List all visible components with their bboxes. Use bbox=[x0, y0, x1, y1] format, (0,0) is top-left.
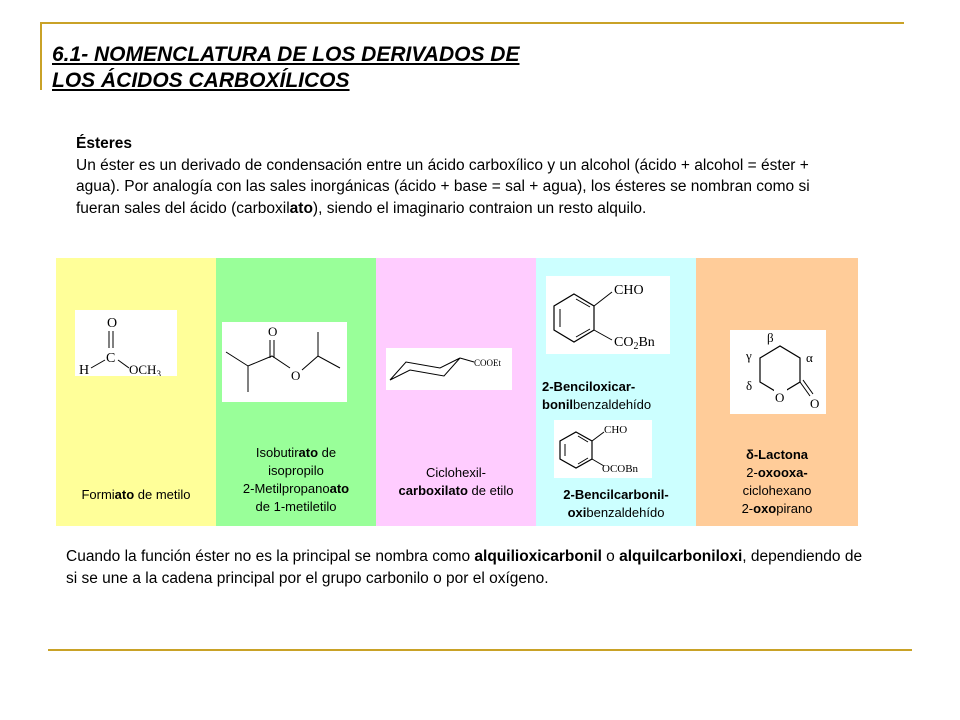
bencilcarboniloxi-structure bbox=[554, 420, 652, 478]
esteres-heading: Ésteres bbox=[76, 135, 133, 152]
formiato-name-c: de metilo bbox=[134, 487, 191, 502]
ciclohexil-l2a: carboxilato bbox=[398, 483, 468, 498]
formiato-c-label: C bbox=[106, 351, 116, 366]
isobutirato-chain bbox=[226, 352, 290, 368]
bencilcarboniloxi-caption bbox=[538, 486, 694, 522]
lactona-line-1 bbox=[698, 446, 856, 464]
ciclohexil-l2b: de etilo bbox=[467, 483, 514, 498]
panel-lactona bbox=[696, 258, 858, 526]
lactona-line-2 bbox=[698, 464, 856, 482]
panel-ciclohexil bbox=[376, 258, 536, 526]
formiato-name-b: ato bbox=[114, 487, 135, 502]
ciclohexane-chair bbox=[390, 358, 460, 380]
formiato-caption bbox=[58, 486, 214, 504]
isobutirato-structure bbox=[222, 322, 347, 402]
benciloxi-b1: 2-Bencilcarbonil- bbox=[563, 487, 669, 502]
benzene-2-inner-c bbox=[578, 436, 588, 442]
isobutirato-l1a: Isobutir bbox=[255, 445, 299, 460]
lactona-carbonyl-a bbox=[800, 382, 810, 396]
benzene-2-cho-bond bbox=[592, 432, 604, 441]
lactona-ring bbox=[760, 346, 800, 394]
isobutirato-line-1 bbox=[218, 444, 374, 462]
outro-b2: alquilcarboniloxi bbox=[619, 548, 743, 565]
intro-text bbox=[76, 133, 856, 219]
slide-title bbox=[52, 42, 672, 94]
benciloxi-a2b: benzaldehído bbox=[573, 397, 652, 412]
isobutirato-line-2: isopropilo bbox=[268, 463, 324, 478]
lactona-l4b: oxo bbox=[753, 501, 777, 516]
ciclohexil-svg bbox=[386, 348, 512, 390]
lactona-line-3: ciclohexano bbox=[742, 483, 812, 498]
panel-benciloxi bbox=[536, 258, 696, 526]
intro-paragraph-end: ), siendo el imaginario contraion un resto alquilo. bbox=[312, 199, 647, 217]
isobutirato-line-3 bbox=[218, 480, 374, 498]
panel-isobutirato bbox=[216, 258, 376, 526]
lactona-l4a: 2- bbox=[741, 501, 754, 516]
benzene-2-inner-b bbox=[578, 458, 588, 464]
s2-cho: CHO bbox=[604, 424, 628, 436]
benciloxi-a-line-2 bbox=[542, 396, 694, 414]
examples-panels bbox=[56, 258, 858, 526]
ciclohexil-structure bbox=[386, 348, 512, 390]
isobutirato-o-carbonyl: O bbox=[268, 324, 278, 339]
bottom-rule bbox=[48, 649, 912, 651]
title-line-2: LOS ÁCIDOS CARBOXÍLICOS bbox=[52, 69, 350, 92]
lactona-structure bbox=[730, 330, 826, 414]
lactona-carbonyl-b bbox=[803, 380, 813, 394]
isobutirato-l3b: ato bbox=[329, 481, 350, 496]
lactona-line-4 bbox=[698, 500, 856, 518]
benciloxicarbonil-structure bbox=[546, 276, 670, 354]
formiato-och3-label bbox=[129, 362, 161, 376]
title-line-1: 6.1- NOMENCLATURA DE LOS DERIVADOS DE bbox=[52, 43, 520, 66]
formiato-h-bond bbox=[91, 360, 105, 368]
isobutirato-caption bbox=[218, 444, 374, 516]
intro-paragraph: Un éster es un derivado de condensación entre un ácido carboxílico y un alcohol (ácido + alcohol = éster + agua). Por analogía con las sales inorgánicas (ácido + base = sal + agua), los ésteres se nombran como si fueran sales del ácido (carboxil bbox=[76, 156, 810, 217]
formiato-name-a: Formi bbox=[81, 487, 115, 502]
s1-co: CO bbox=[614, 335, 634, 350]
ciclohexil-cooet-label: COOEt bbox=[474, 358, 501, 368]
s1-sub2: 2 bbox=[633, 341, 639, 352]
lactona-caption bbox=[698, 446, 856, 518]
bencilcarboniloxi-svg bbox=[554, 420, 652, 478]
ciclohexil-line-1: Ciclohexil- bbox=[426, 465, 486, 480]
benciloxi-b-line-2 bbox=[538, 504, 694, 522]
formiato-svg bbox=[75, 310, 177, 376]
s1-cho: CHO bbox=[614, 283, 644, 298]
formiato-sub3: 3 bbox=[156, 369, 161, 376]
s2-ocobn: OCOBn bbox=[602, 463, 639, 475]
outro-t3: , dependiendo de si se une a la cadena principal por el grupo carbonilo o por el oxígeno. bbox=[66, 548, 863, 587]
benciloxicarbonil-svg bbox=[546, 276, 670, 354]
lactona-ring-o: O bbox=[775, 390, 785, 405]
isobutirato-l3a: 2-Metilpropano bbox=[242, 481, 330, 496]
lactona-carbonyl-o: O bbox=[810, 396, 820, 411]
isobutirato-l1c: de bbox=[318, 445, 337, 460]
isobutirato-svg bbox=[222, 322, 347, 402]
lactona-l1: δ-Lactona bbox=[745, 447, 809, 462]
panel-formiato bbox=[56, 258, 216, 526]
lactona-l2b: oxooxa- bbox=[757, 465, 808, 480]
isobutirato-l1b: ato bbox=[298, 445, 319, 460]
ciclohexil-caption bbox=[378, 464, 534, 500]
lactona-delta: δ bbox=[746, 378, 753, 393]
benzene-1-ester-bond bbox=[594, 330, 612, 340]
top-rule bbox=[40, 22, 904, 24]
benciloxi-a2a: bonil bbox=[542, 397, 574, 412]
benciloxi-b-line-1 bbox=[538, 486, 694, 504]
lactona-svg bbox=[730, 330, 826, 414]
formiato-o-label: O bbox=[107, 316, 118, 331]
outro-text bbox=[66, 546, 866, 590]
ciclohexil-line-2 bbox=[378, 482, 534, 500]
lactona-gamma: γ bbox=[746, 348, 752, 363]
outro-b1: alquilioxicarbonil bbox=[474, 548, 602, 565]
ciclohexil-ester-bond bbox=[460, 358, 474, 362]
formiato-och: OCH bbox=[129, 362, 157, 376]
lactona-l2a: 2- bbox=[746, 465, 758, 480]
intro-bold-ato: ato bbox=[289, 199, 313, 217]
benciloxi-b2a: oxi bbox=[567, 505, 587, 520]
benzene-1-cho-bond bbox=[594, 292, 612, 306]
isobutirato-line-4: de 1-metiletilo bbox=[255, 499, 337, 514]
lactona-beta: β bbox=[767, 330, 774, 345]
outro-t2: o bbox=[601, 548, 620, 565]
isobutirato-o-ester: O bbox=[291, 368, 301, 383]
formiato-structure bbox=[75, 310, 177, 376]
benciloxi-a1: 2-Benciloxicar- bbox=[542, 379, 636, 394]
benciloxi-a-line-1 bbox=[542, 378, 694, 396]
formiato-o-bond bbox=[118, 360, 129, 368]
formiato-h-label: H bbox=[79, 363, 90, 376]
isobutirato-isopropyl bbox=[302, 356, 340, 370]
outro-t1: Cuando la función éster no es la principal se nombra como bbox=[66, 548, 475, 565]
s1-bn: Bn bbox=[638, 335, 655, 350]
left-rule bbox=[40, 22, 42, 90]
benciloxicarbonil-caption bbox=[542, 378, 694, 414]
lactona-alpha: α bbox=[806, 350, 813, 365]
lactona-l4c: pirano bbox=[776, 501, 813, 516]
s1-co2bn bbox=[614, 335, 655, 352]
benciloxi-b2b: benzaldehído bbox=[586, 505, 665, 520]
